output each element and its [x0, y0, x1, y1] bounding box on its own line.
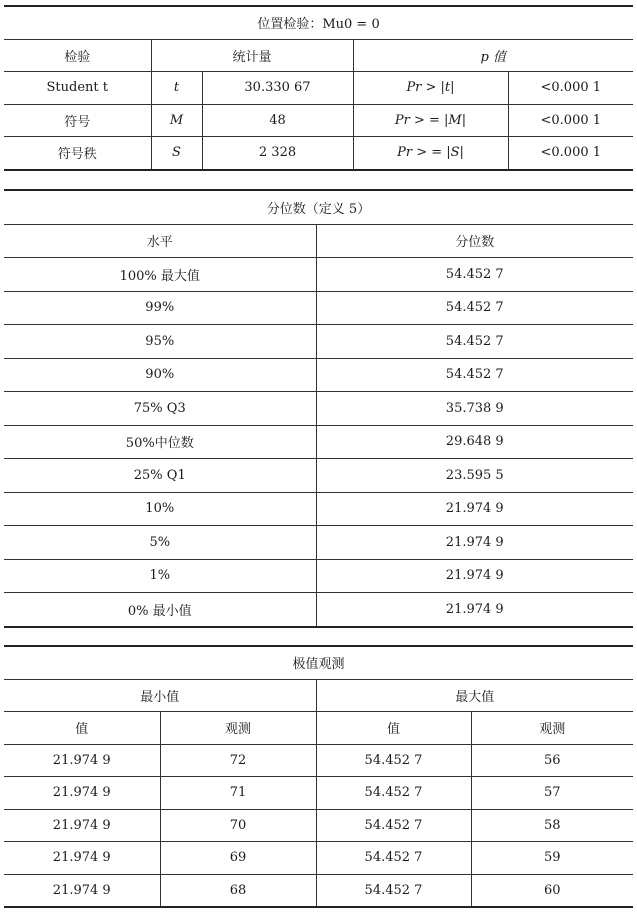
table-row [4, 526, 633, 560]
min-obs: 71 [160, 777, 316, 810]
quantile-level: 75% Q3 [4, 392, 316, 426]
quantile-value: 29.648 9 [316, 425, 633, 459]
table-row [4, 72, 633, 105]
test-symbol: t [151, 72, 202, 105]
table-row [4, 459, 633, 493]
min-value: 21.974 9 [4, 874, 160, 907]
quantile-value: 54.452 7 [316, 291, 633, 325]
table-row [4, 258, 633, 292]
test-name: Student t [4, 72, 151, 105]
max-obs: 58 [471, 809, 633, 842]
header-quantile: 分位数 [316, 224, 633, 258]
p-label: Pr > = |M| [353, 104, 508, 137]
quantile-level: 10% [4, 492, 316, 526]
table-title-row [4, 190, 633, 224]
header-max: 最大值 [316, 679, 633, 712]
subheader-row [4, 712, 633, 745]
table-row [4, 325, 633, 359]
p-value: <0.000 1 [508, 137, 633, 170]
min-obs: 72 [160, 744, 316, 777]
table-row [4, 291, 633, 325]
p-value: <0.000 1 [508, 104, 633, 137]
max-value: 54.452 7 [316, 842, 471, 875]
min-obs: 68 [160, 874, 316, 907]
table-row [4, 842, 633, 875]
quantile-value: 54.452 7 [316, 358, 633, 392]
table-title-row [4, 646, 633, 679]
p-label: Pr > = |S| [353, 137, 508, 170]
table-row [4, 593, 633, 627]
header-row [4, 679, 633, 712]
quantile-value: 21.974 9 [316, 559, 633, 593]
quantiles-table [4, 189, 633, 628]
test-name: 符号 [4, 104, 151, 137]
quantile-level: 0% 最小值 [4, 593, 316, 627]
quantile-level: 100% 最大值 [4, 258, 316, 292]
quantile-value: 23.595 5 [316, 459, 633, 493]
quantile-value: 21.974 9 [316, 492, 633, 526]
table-row [4, 559, 633, 593]
min-value: 21.974 9 [4, 842, 160, 875]
header-p-value-label: p 值 [480, 49, 506, 65]
header-min-obs: 观测 [160, 712, 316, 745]
quantiles-title: 分位数（定义 5） [4, 190, 633, 224]
quantile-level: 90% [4, 358, 316, 392]
header-level: 水平 [4, 224, 316, 258]
max-obs: 59 [471, 842, 633, 875]
min-value: 21.974 9 [4, 777, 160, 810]
header-max-obs: 观测 [471, 712, 633, 745]
table-row [4, 425, 633, 459]
table-row [4, 358, 633, 392]
table-row [4, 492, 633, 526]
max-value: 54.452 7 [316, 874, 471, 907]
quantile-value: 21.974 9 [316, 593, 633, 627]
min-obs: 69 [160, 842, 316, 875]
extremes-table [4, 645, 633, 908]
quantile-level: 50%中位数 [4, 425, 316, 459]
location-test-table [4, 5, 633, 171]
test-statistic: 48 [202, 104, 353, 137]
table-row [4, 744, 633, 777]
min-value: 21.974 9 [4, 809, 160, 842]
test-symbol: S [151, 137, 202, 170]
table-title-row [4, 6, 633, 39]
header-row [4, 224, 633, 258]
test-statistic: 2 328 [202, 137, 353, 170]
quantile-value: 35.738 9 [316, 392, 633, 426]
test-statistic: 30.330 67 [202, 72, 353, 105]
min-value: 21.974 9 [4, 744, 160, 777]
table-row [4, 777, 633, 810]
extremes-title: 极值观测 [4, 646, 633, 679]
p-label: Pr > |t| [353, 72, 508, 105]
max-obs: 56 [471, 744, 633, 777]
quantile-level: 25% Q1 [4, 459, 316, 493]
quantile-level: 5% [4, 526, 316, 560]
table-row [4, 104, 633, 137]
header-test: 检验 [4, 39, 151, 72]
table-row [4, 874, 633, 907]
max-value: 54.452 7 [316, 809, 471, 842]
location-test-title: 位置检验：Mu0 = 0 [4, 6, 633, 39]
header-max-value: 值 [316, 712, 471, 745]
header-statistic: 统计量 [151, 39, 353, 72]
quantile-value: 54.452 7 [316, 325, 633, 359]
header-min-value: 值 [4, 712, 160, 745]
max-value: 54.452 7 [316, 744, 471, 777]
header-row [4, 39, 633, 72]
quantile-value: 21.974 9 [316, 526, 633, 560]
quantile-level: 95% [4, 325, 316, 359]
table-row [4, 137, 633, 170]
max-obs: 57 [471, 777, 633, 810]
header-min: 最小值 [4, 679, 316, 712]
quantile-level: 99% [4, 291, 316, 325]
max-obs: 60 [471, 874, 633, 907]
test-symbol: M [151, 104, 202, 137]
min-obs: 70 [160, 809, 316, 842]
test-name: 符号秩 [4, 137, 151, 170]
quantile-value: 54.452 7 [316, 258, 633, 292]
table-row [4, 809, 633, 842]
max-value: 54.452 7 [316, 777, 471, 810]
header-p-value [353, 39, 633, 72]
quantile-level: 1% [4, 559, 316, 593]
table-row [4, 392, 633, 426]
p-value: <0.000 1 [508, 72, 633, 105]
